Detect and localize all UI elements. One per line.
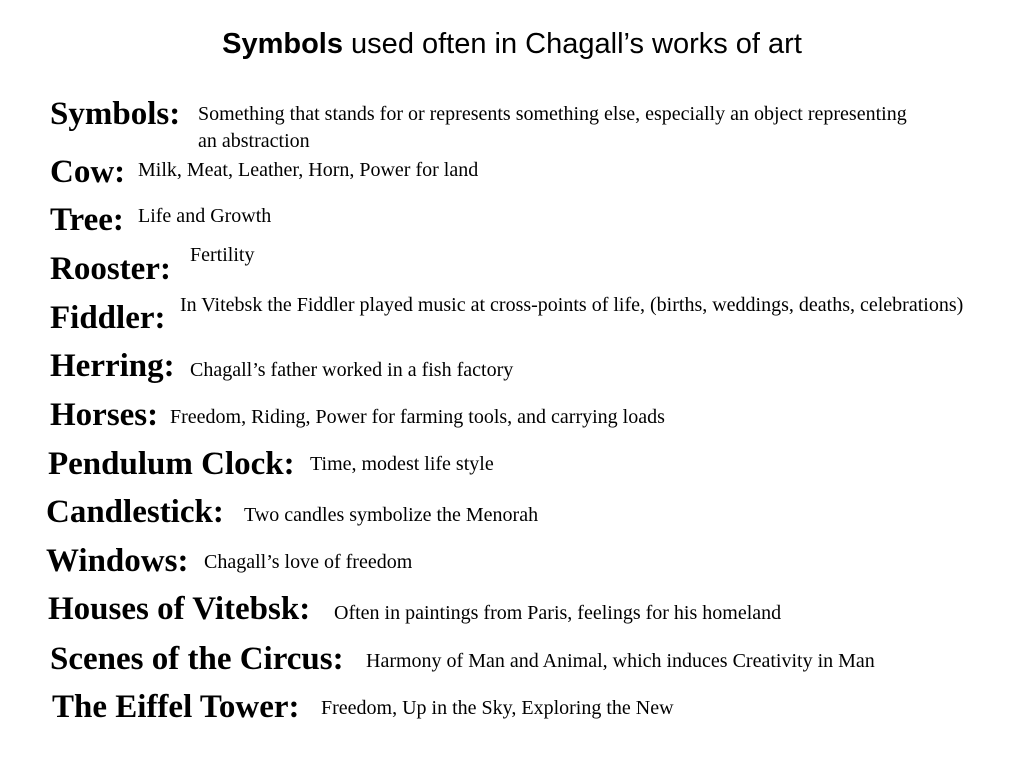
- title-rest: used often in Chagall’s works of art: [343, 28, 802, 60]
- desc-candlestick: Two candles symbolize the Menorah: [244, 504, 539, 526]
- term-horses: Horses:: [50, 397, 159, 433]
- term-pendulum-clock: Pendulum Clock:: [48, 446, 295, 482]
- term-rooster: Rooster:: [50, 251, 171, 287]
- term-scenes-of-the-circus: Scenes of the Circus:: [50, 641, 344, 677]
- term-fiddler: Fiddler:: [50, 300, 166, 336]
- term-cow: Cow:: [50, 154, 126, 190]
- term-symbols: Symbols:: [50, 96, 181, 132]
- desc-symbols: Something that stands for or represents something else, especially an object representing an abstraction: [198, 103, 907, 152]
- desc-windows: Chagall’s love of freedom: [204, 551, 413, 573]
- term-tree: Tree:: [50, 202, 124, 238]
- desc-rooster: Fertility: [190, 244, 255, 266]
- term-windows: Windows:: [46, 543, 189, 579]
- desc-tree: Life and Growth: [138, 205, 272, 227]
- desc-fiddler: In Vitebsk the Fiddler played music at cross-points of life, (births, weddings, deaths, celebrations): [180, 294, 964, 316]
- term-the-eiffel-tower: The Eiffel Tower:: [52, 689, 300, 725]
- term-houses-of-vitebsk: Houses of Vitebsk:: [48, 591, 311, 627]
- term-herring: Herring:: [50, 348, 175, 384]
- desc-herring: Chagall’s father worked in a fish factory: [190, 359, 514, 381]
- page-title: [0, 24, 1024, 64]
- desc-cow: Milk, Meat, Leather, Horn, Power for land: [138, 159, 479, 181]
- desc-pendulum-clock: Time, modest life style: [310, 453, 494, 475]
- desc-the-eiffel-tower: Freedom, Up in the Sky, Exploring the New: [321, 697, 674, 719]
- desc-horses: Freedom, Riding, Power for farming tools, and carrying loads: [170, 406, 665, 428]
- desc-scenes-of-the-circus: Harmony of Man and Animal, which induces Creativity in Man: [366, 650, 875, 672]
- title-bold: Symbols: [222, 28, 343, 60]
- desc-houses-of-vitebsk: Often in paintings from Paris, feelings for his homeland: [334, 602, 782, 624]
- term-candlestick: Candlestick:: [46, 494, 224, 530]
